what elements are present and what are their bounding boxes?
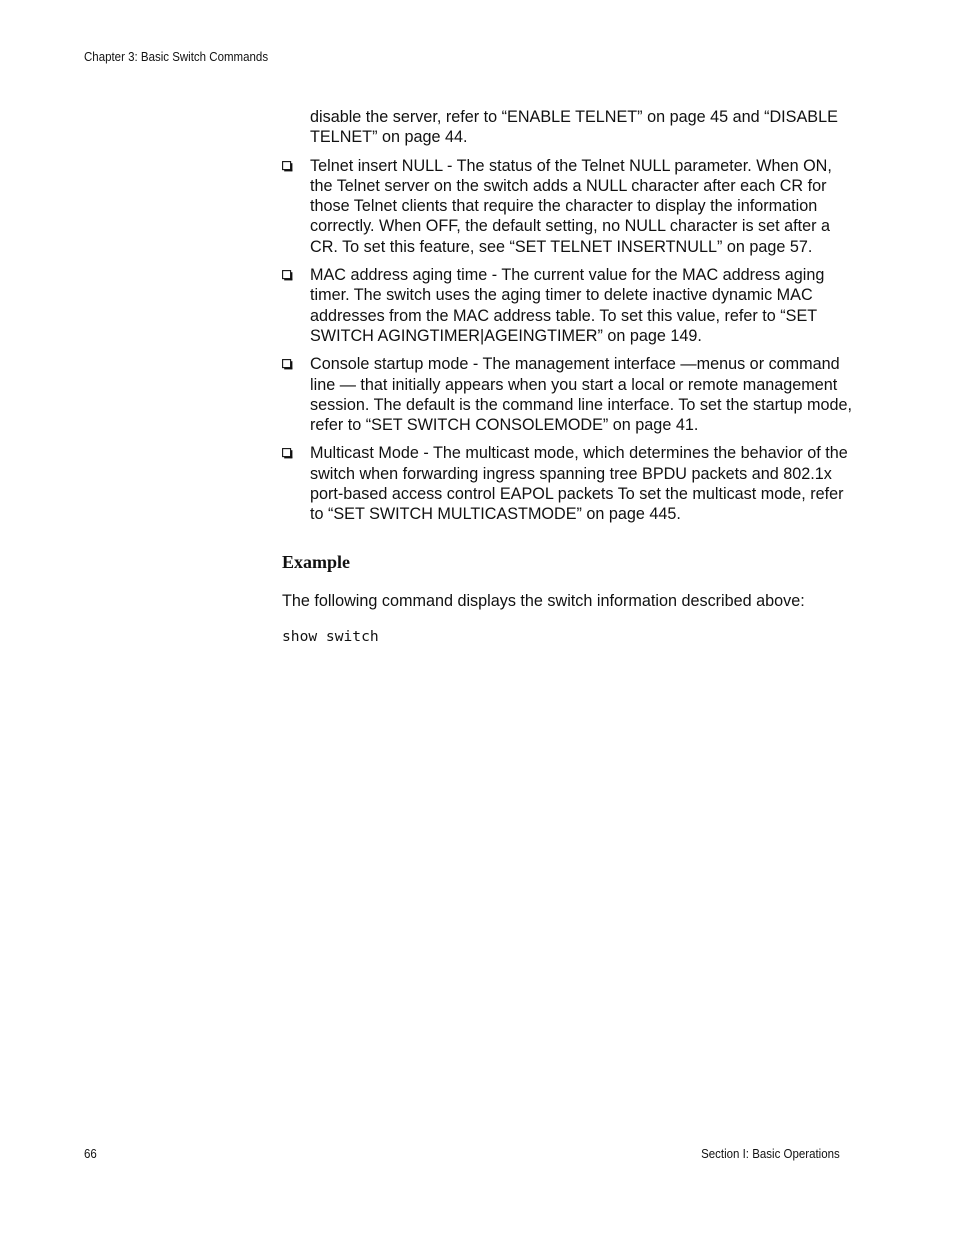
- list-item-mac-address-aging-time: [282, 265, 852, 346]
- section-title: Section I: Basic Operations: [701, 1147, 840, 1161]
- list-item-text: Telnet insert NULL - The status of the Telnet NULL parameter. When ON, the Telnet server on the switch adds a NULL character after each CR for those Telnet clients that require the character to display the information correctly. When OFF, the default setting, no NULL character is set after a CR. To set this feature, see “SET TELNET INSERTNULL” on page 57.: [310, 156, 832, 256]
- parameter-list: [282, 156, 852, 525]
- checkbox-bullet-icon: [282, 161, 293, 172]
- list-item-text: MAC address aging time - The current value for the MAC address aging timer. The switch uses the aging timer to delete inactive dynamic MAC addresses from the MAC address table. To set this value, refer to “SET SWITCH AGINGTIMER|AGEINGTIMER” on page 149.: [310, 266, 825, 345]
- list-item-text: Multicast Mode - The multicast mode, which determines the behavior of the switch when forwarding ingress spanning tree BPDU packets and 802.1x port-based access control EAPOL packets To set the multicast mode, refer to “SET SWITCH MULTICASTMODE” on page 445.: [310, 444, 848, 524]
- page-content: [282, 107, 852, 647]
- example-intro: The following command displays the switch information described above:: [282, 591, 805, 610]
- running-header: Chapter 3: Basic Switch Commands: [84, 50, 269, 64]
- example-command: show switch: [282, 627, 379, 645]
- list-item-text: Console startup mode - The management interface —menus or command line — that initially appears when you start a local or remote management session. The default is the command line interface. To set the startup mode, refer to “SET SWITCH CONSOLEMODE” on page 41.: [310, 355, 852, 435]
- list-item-console-startup-mode: [282, 354, 852, 435]
- example-heading: Example: [282, 551, 351, 572]
- checkbox-bullet-icon: [282, 359, 293, 370]
- checkbox-bullet-icon: [282, 270, 293, 281]
- list-item-telnet-insert-null: [282, 156, 852, 257]
- page-number: 66: [84, 1147, 97, 1161]
- list-item-multicast-mode: [282, 443, 852, 524]
- checkbox-bullet-icon: [282, 448, 293, 459]
- continuation-paragraph: disable the server, refer to “ENABLE TELNET” on page 45 and “DISABLE TELNET” on page 44.: [310, 108, 838, 147]
